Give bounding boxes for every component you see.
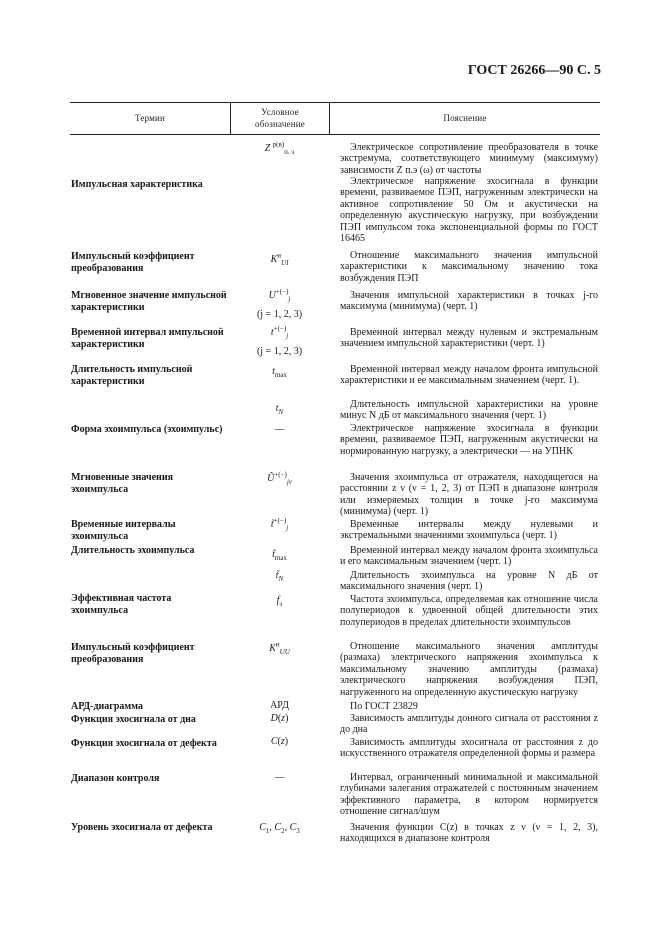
term-row-16: Функция эхосигнала от дефекта bbox=[71, 738, 217, 749]
term-row-13: Импульсный коэффициент преобразования bbox=[71, 642, 195, 665]
column-header-term: Термин bbox=[134, 113, 166, 123]
symbol-row-6: $t_N$ bbox=[275, 403, 284, 416]
term-row-18: Уровень эхосигнала от дефекта bbox=[71, 822, 213, 833]
symbol-row-8: $Ũ^{+(-)}_{j\nu}$ bbox=[267, 470, 292, 486]
symbol-row-11: $t̃_N$ bbox=[275, 570, 284, 583]
symbol-row-9: $t̃^{+(-)}_j$ bbox=[270, 516, 289, 532]
term-row-1: Импульсная характеристика bbox=[71, 179, 203, 190]
column-divider-1 bbox=[230, 102, 231, 134]
symbol-row-4-index: (j = 1, 2, 3) bbox=[256, 346, 303, 357]
term-row-4: Временной интервал импульсной характеристики bbox=[71, 327, 224, 350]
explanation-row-7: Электрическое напряжение эхосигнала в функции времени, развиваемое ПЭП, нагруженным акустически на нормированную нагрузку, а электрически — на УПНК bbox=[340, 423, 598, 457]
explanation-row-9: Временные интервалы между нулевыми и экстремальными значениями эхоимпульса (черт. 1) bbox=[340, 519, 598, 542]
term-row-3: Мгновенное значение импульсной характеристики bbox=[71, 290, 227, 313]
explanation-row-18: Значения функции C(z) в точках z ν (ν = 1, 2, 3), находящихся в диапазоне контроля bbox=[340, 822, 598, 845]
term-row-10: Длительность эхоимпульса bbox=[71, 545, 195, 556]
symbol-row-12: $f_э$ bbox=[276, 595, 283, 608]
symbol-row-18: $C_1$, $C_2$, $C_3$ bbox=[259, 822, 300, 835]
symbol-row-3-index: (j = 1, 2, 3) bbox=[256, 309, 303, 320]
explanation-row-16: Зависимость амплитуды эхосигнала от расстояния z до искусственного отражателя определенной формы и размера bbox=[340, 737, 598, 760]
column-header-explanation: Пояснение bbox=[443, 113, 487, 123]
column-header-symbol: Условное обозначение bbox=[255, 107, 305, 129]
explanation-row-5: Временной интервал между началом фронта импульсной характеристики и ее максимальным значением (черт. 1). bbox=[340, 364, 598, 387]
symbol-row-13: $K^и_{UU}$ bbox=[269, 640, 290, 656]
symbol-row-2: $K^и_{UI}$ bbox=[270, 251, 289, 267]
explanation-row-6: Длительность импульсной характеристики на уровне минус N дБ от максимального значения (черт. 1) bbox=[340, 399, 598, 422]
term-row-8: Мгновенные значения эхоимпульса bbox=[71, 472, 173, 495]
term-row-14: АРД-диаграмма bbox=[71, 701, 143, 712]
symbol-row-14: АРД bbox=[270, 700, 289, 711]
symbol-row-16: C(z) bbox=[270, 736, 289, 747]
explanation-row-2: Отношение максимального значения импульсной характеристики к максимальному значению тока возбуждения ПЭП bbox=[340, 250, 598, 284]
explanation-row-4: Временной интервал между нулевым и экстремальным значением импульсной характеристики (черт. 1) bbox=[340, 327, 598, 350]
table-top-rule bbox=[70, 102, 600, 103]
term-row-9: Временные интервалы эхоимпульса bbox=[71, 519, 176, 542]
explanation-row-0: Электрическое сопротивление преобразователя в точке экстремума, соответствующего минимуму (максимуму) зависимости Z п.э (ω) от частоты bbox=[340, 142, 598, 176]
term-row-5: Длительность импульсной характеристики bbox=[71, 364, 193, 387]
symbol-row-5: $t_{max}$ bbox=[272, 366, 287, 379]
explanation-row-11: Длительность эхоимпульса на уровне N дБ от максимального значения (черт. 1) bbox=[340, 570, 598, 593]
explanation-row-12: Частота эхоимпульса, определяемая как отношение числа полупериодов к удвоенной общей длительности этих полупериодов в пределах длительности эхоимпульсов bbox=[340, 594, 598, 628]
explanation-row-8: Значения эхоимпульса от отражателя, находящегося на расстоянии z ν (ν = 1, 2, 3) от ПЭП в диапазоне контроля или измеряемых толщин в точке j-го максимума (минимума) (черт. 1) bbox=[340, 472, 598, 518]
symbol-row-4: $t^{+(-)}_j$ bbox=[270, 324, 289, 340]
symbol-row-10: $t̃_{max}$ bbox=[272, 549, 287, 562]
term-row-17: Диапазон контроля bbox=[71, 773, 160, 784]
page-header: ГОСТ 26266—90 С. 5 bbox=[467, 63, 601, 78]
explanation-row-17: Интервал, ограниченный минимальной и максимальной глубинами залегания отражателей с постоянным значением эффективного параметра, в котором нормируется отношение сигнал/шум bbox=[340, 772, 598, 818]
explanation-row-3: Значения импульсной характеристики в точках j-го максимума (минимума) (черт. 1) bbox=[340, 290, 598, 313]
explanation-row-10: Временной интервал между началом фронта эхоимпульса и его максимальным значением (черт. 1) bbox=[340, 545, 598, 568]
term-row-2: Импульсный коэффициент преобразования bbox=[71, 251, 195, 274]
symbol-impedance: Z $^{p(в)}_{п. э}$ bbox=[264, 140, 295, 156]
explanation-row-1: Электрическое напряжение эхосигнала в функции времени, развиваемое ПЭП, нагруженным электрически на активное сопротивление 50 Ом и акустически на определенную акустическую нагрузку, при возбуждении ПЭП импульсом тока экспоненциальной формы по ГОСТ 16465 bbox=[340, 176, 598, 245]
term-row-7: Форма эхоимпульса (эхоимпульс) bbox=[71, 424, 223, 435]
symbol-row-15: D(z) bbox=[270, 713, 289, 724]
symbol-row-7: — bbox=[274, 424, 285, 435]
symbol-row-3: $U^{+(-)}_j$ bbox=[268, 287, 291, 303]
explanation-row-15: Зависимость амплитуды донного сигнала от расстояния z до дна bbox=[340, 713, 598, 736]
explanation-row-13: Отношение максимального значения амплитуды (размаха) электрического напряжения эхоимпульса к максимальному значению амплитуды (размаха) электрического напряжения возбуждения ПЭП, нагруженного на определенную акустическую нагрузку bbox=[340, 641, 598, 698]
explanation-row-14: По ГОСТ 23829 bbox=[350, 701, 418, 712]
table-header-rule bbox=[70, 134, 600, 135]
symbol-row-17: — bbox=[274, 772, 285, 783]
term-row-12: Эффективная частота эхоимпульса bbox=[71, 593, 172, 616]
term-row-15: Функция эхосигнала от дна bbox=[71, 714, 196, 725]
